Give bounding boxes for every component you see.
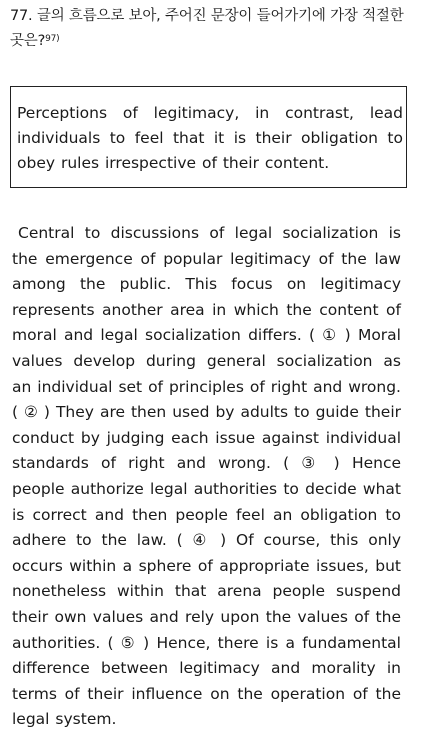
given-sentence: Perceptions of legitimacy, in contrast, lead individuals to feel that it is their obligation to obey rules irrespective of their content. [17, 104, 403, 172]
footnote-marker: 97) [45, 34, 60, 44]
passage-segment: Hence people authorize legal authorities to decide what is correct and then people feel an obligation to adhere to the law. [12, 454, 402, 550]
question-number: 77. [10, 8, 33, 24]
passage [12, 221, 401, 733]
question-header [10, 4, 410, 54]
question-text: 글의 흐름으로 보아, 주어진 문장이 들어가기에 가장 적절한 곳은? [10, 8, 404, 49]
passage-segment: They are then used by adults to guide their conduct by judging each issue against individual standards of right and wrong. [12, 403, 402, 473]
blank-2[interactable]: ( ② ) [12, 403, 50, 422]
passage-segment: Central to discussions of legal socialization is the emergence of popular legitimacy of the law among the public. This focus on legitimacy represents another area in which the content of moral and legal socialization differs. [12, 224, 401, 345]
passage-segment: Hence, there is a fundamental difference between legitimacy and morality in terms of their influence on the operation of the legal system. [12, 633, 401, 729]
given-sentence-box [10, 86, 407, 188]
blank-1[interactable]: ( ① ) [309, 326, 351, 345]
blank-5[interactable]: ( ⑤ ) [107, 633, 150, 652]
blank-3[interactable]: ( ③ ) [283, 454, 340, 473]
blank-4[interactable]: ( ④ ) [176, 531, 227, 550]
passage-segment: Of course, this only occurs within a sphere of appropriate issues, but nonetheless within that arena people suspend their own values and rely upon the values of the authorities. [12, 531, 402, 652]
passage-segment: Moral values develop during general socialization as an individual set of principles of right and wrong. [12, 326, 401, 396]
